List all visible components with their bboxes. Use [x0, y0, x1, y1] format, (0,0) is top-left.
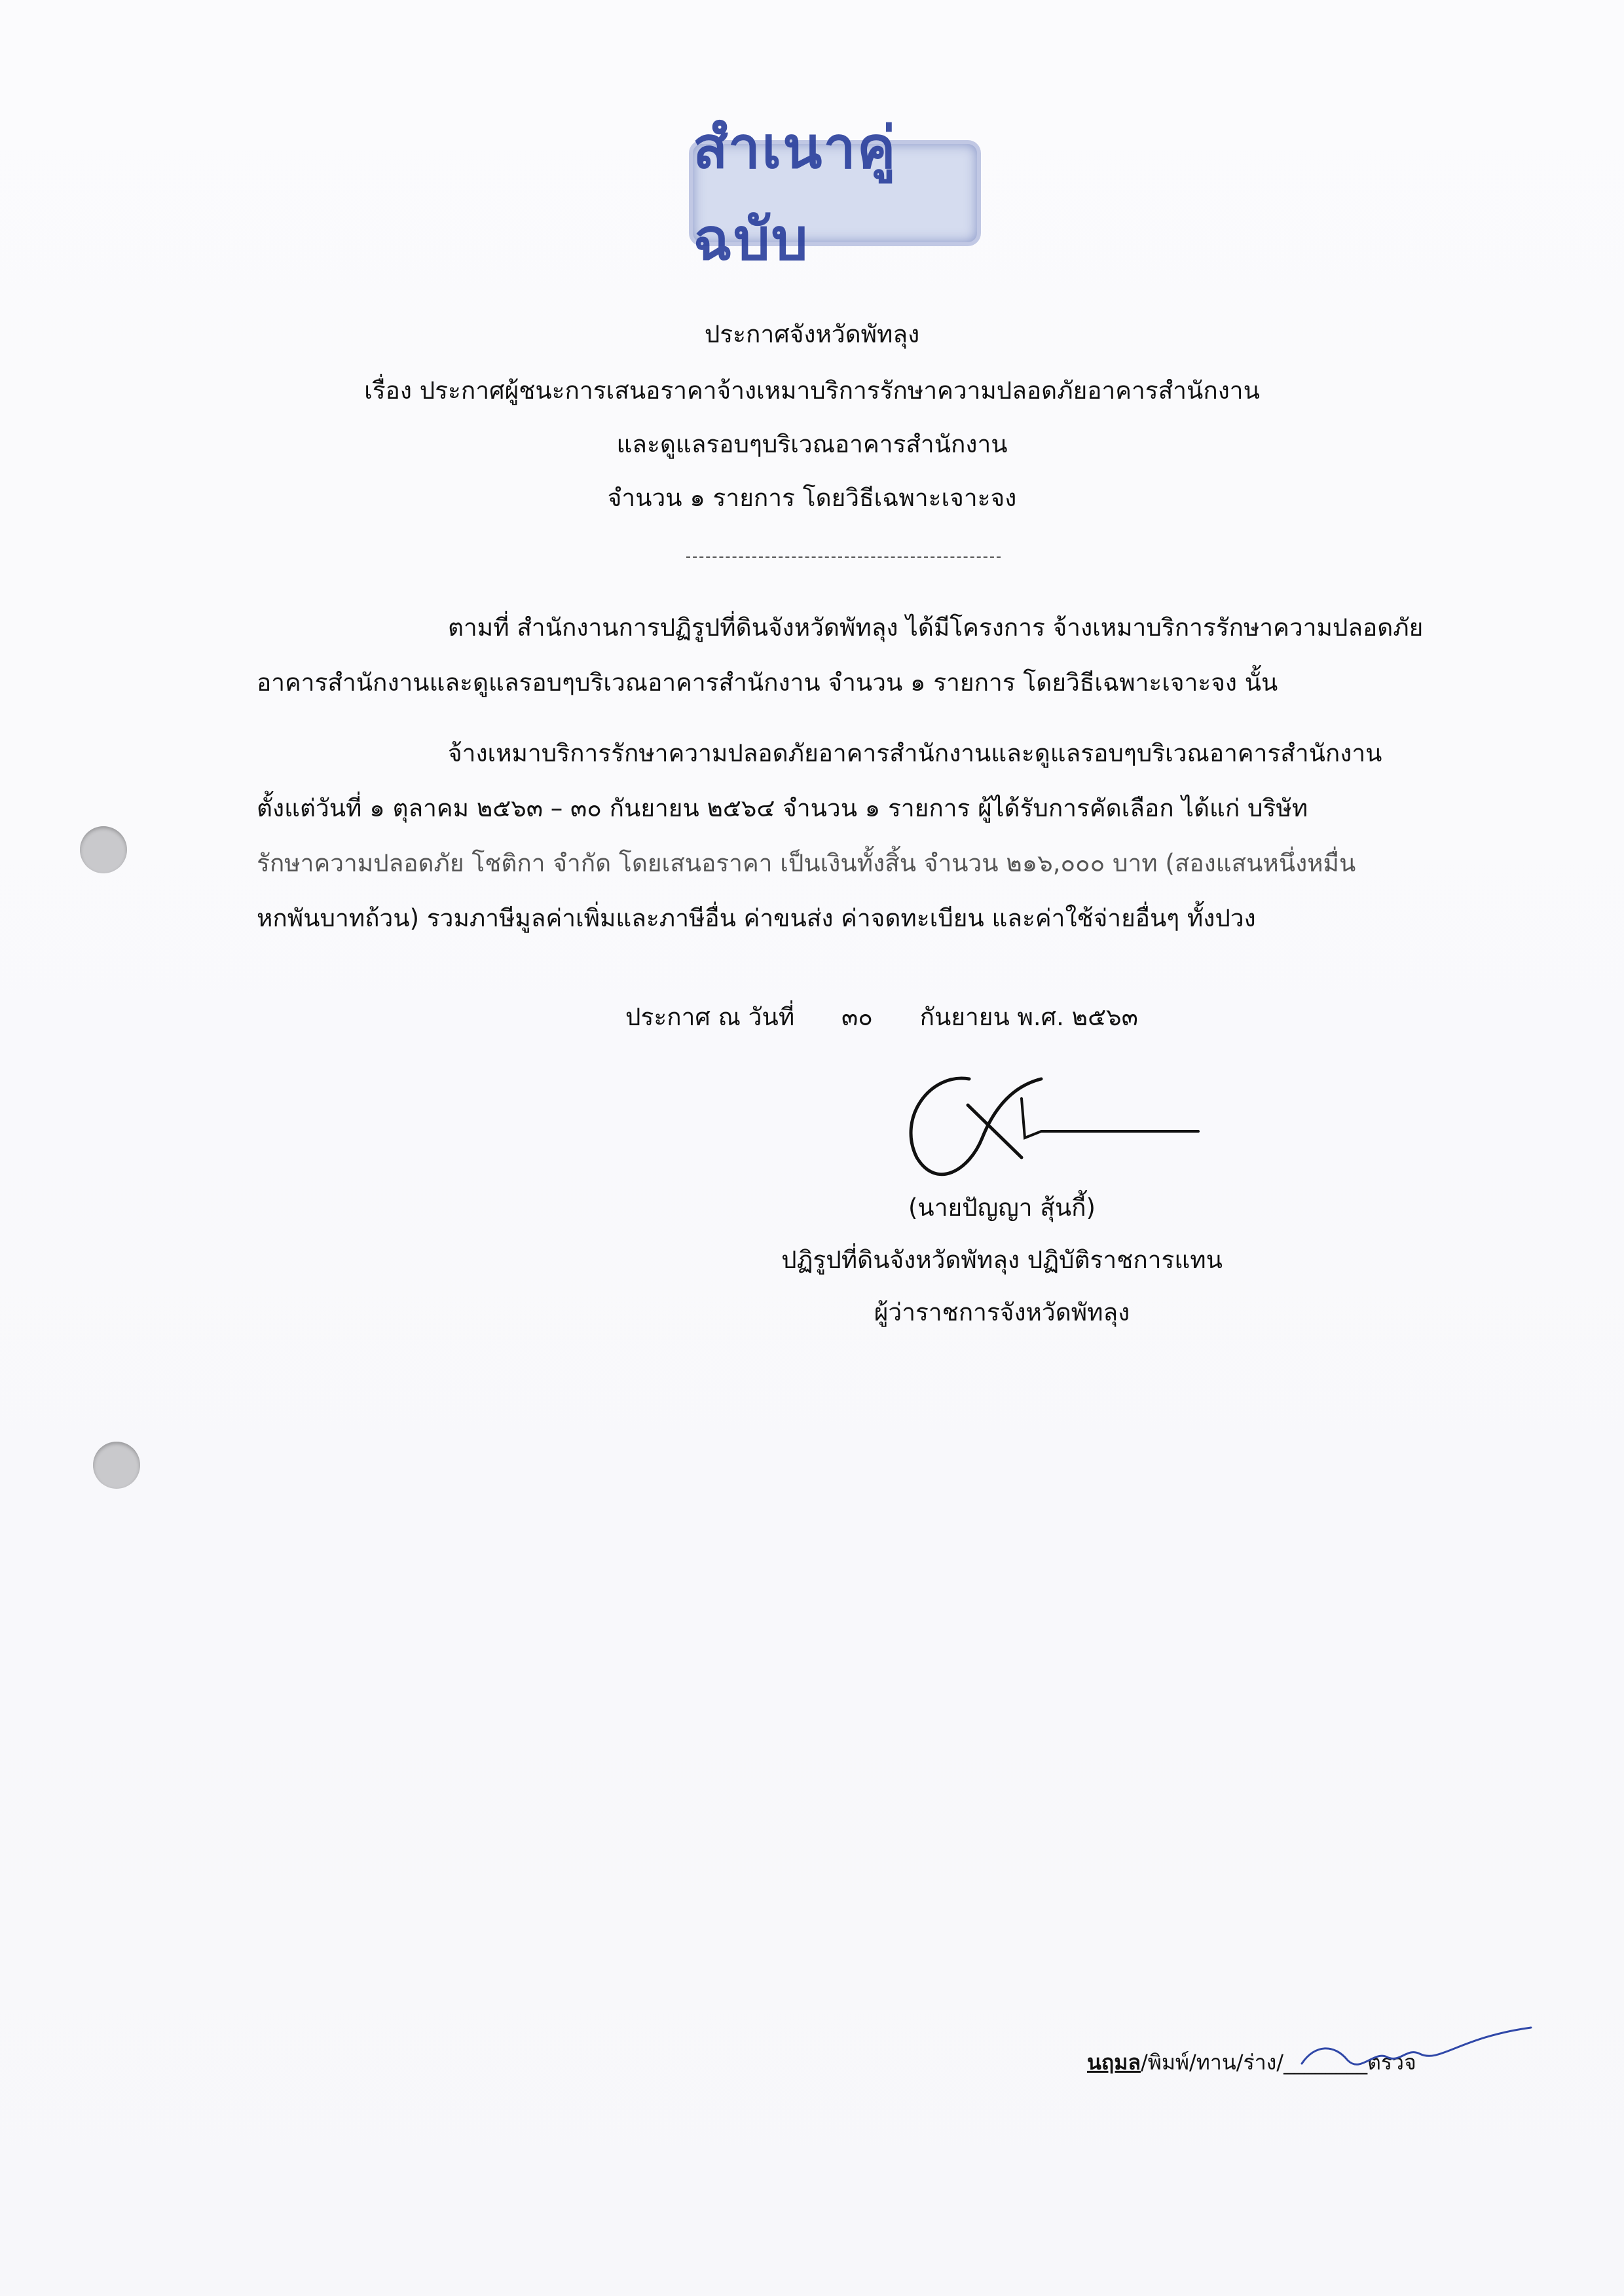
copy-stamp-text: สำเนาคู่ฉบับ: [693, 114, 897, 273]
announcement-subject: เรื่อง ประกาศผู้ชนะการเสนอราคาจ้างเหมาบริการรักษาความปลอดภัยอาคารสำนักงาน: [364, 376, 1260, 405]
para1-line1: ตามที่ สำนักงานการปฏิรูปที่ดินจังหวัดพัทลุง ได้มีโครงการ จ้างเหมาบริการรักษาความปลอดภัย: [448, 613, 1424, 642]
signatory-position-governor: ผู้ว่าราชการจังหวัดพัทลุง: [874, 1298, 1130, 1326]
announcement-date: [625, 998, 1138, 1036]
punch-hole-lower: [93, 1442, 140, 1489]
header-divider: [686, 556, 1001, 558]
para1-line2: อาคารสำนักงานและดูแลรอบๆบริเวณอาคารสำนักงาน จำนวน ๑ รายการ โดยวิธีเฉพาะเจาะจง นั้น: [257, 668, 1278, 697]
para2-line1: จ้างเหมาบริการรักษาความปลอดภัยอาคารสำนักงานและดูแลรอบๆบริเวณอาคารสำนักงาน: [448, 739, 1382, 767]
para2-line3: รักษาความปลอดภัย โชติกา จำกัด โดยเสนอราคา เป็นเงินทั้งสิ้น จำนวน ๒๑๖,๐๐๐ บาท (สองแสนหนึ่งหมื่น: [257, 849, 1356, 877]
initial-signature-image: [1289, 2024, 1538, 2083]
date-month-year: กันยายน พ.ศ. ๒๕๖๓: [919, 1003, 1138, 1031]
para2-line2: ตั้งแต่วันที่ ๑ ตุลาคม ๒๕๖๓ – ๓๐ กันยายน ๒๕๖๔ จำนวน ๑ รายการ ผู้ได้รับการคัดเลือก ได้แก่ บริษัท: [257, 794, 1308, 822]
punch-hole-upper: [80, 826, 127, 873]
date-day: ๓๐: [841, 1003, 873, 1031]
signature-image: [891, 1059, 1205, 1190]
signatory-name: (นายปัญญา สุ้นกี้): [908, 1194, 1096, 1222]
announcement-title: ประกาศจังหวัดพัทลุง: [704, 320, 920, 348]
footer-typist-name: นฤมล: [1087, 2050, 1141, 2075]
para2-line4: หกพันบาทถ้วน) รวมภาษีมูลค่าเพิ่มและภาษีอื่น ค่าขนส่ง ค่าจดทะเบียน และค่าใช้จ่ายอื่นๆ ทั้งปวง: [257, 904, 1256, 932]
announcement-quantity-method: จำนวน ๑ รายการ โดยวิธีเฉพาะเจาะจง: [607, 484, 1017, 512]
footer-approval-steps: /พิมพ์/ทาน/ร่าง/________ตรวจ: [1140, 2050, 1416, 2075]
date-prefix: ประกาศ ณ วันที่: [625, 1003, 795, 1031]
signatory-position: ปฏิรูปที่ดินจังหวัดพัทลุง ปฏิบัติราชการแทน: [781, 1246, 1223, 1274]
copy-stamp: [693, 114, 977, 273]
announcement-subject-cont: และดูแลรอบๆบริเวณอาคารสำนักงาน: [616, 430, 1008, 458]
